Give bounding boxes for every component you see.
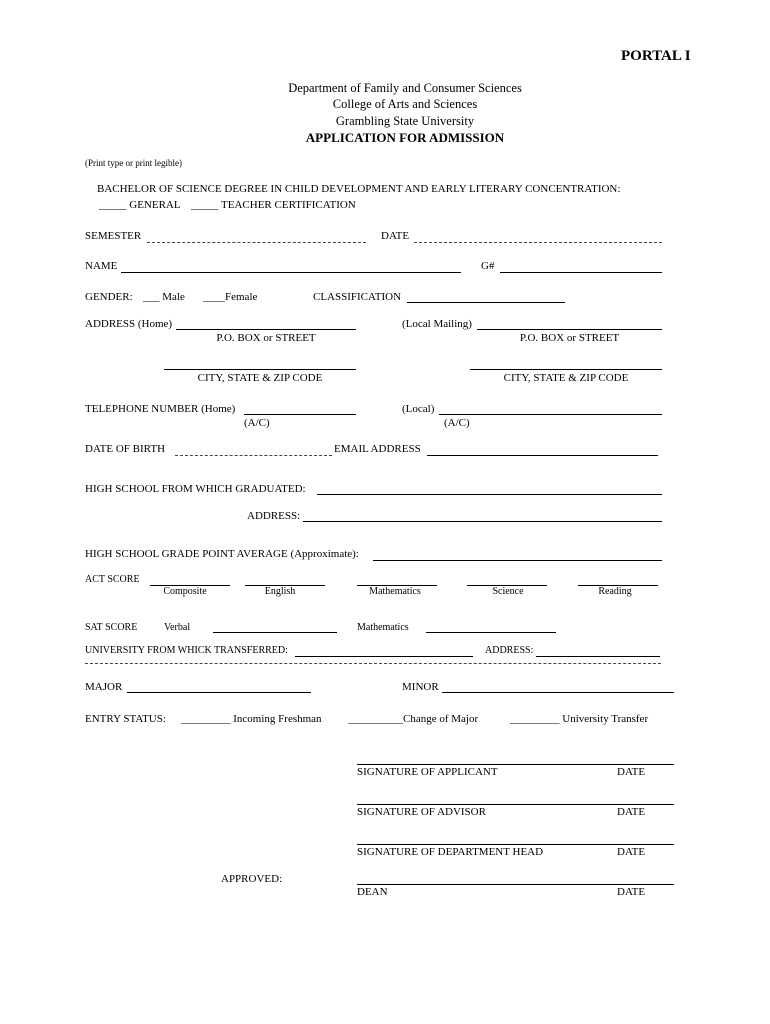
name-field[interactable]: [121, 272, 461, 273]
classification-field[interactable]: [407, 302, 565, 303]
incoming-freshman-option[interactable]: _________ Incoming Freshman: [181, 713, 322, 725]
department-name: Department of Family and Consumer Sciences: [288, 81, 522, 95]
hs-gpa-field[interactable]: [373, 560, 662, 561]
sat-mathematics-label: Mathematics: [357, 622, 409, 633]
approved-label: APPROVED:: [221, 873, 283, 885]
section-divider: [85, 663, 661, 664]
city-local-label: CITY, STATE & ZIP CODE: [503, 372, 629, 384]
advisor-signature-line[interactable]: [357, 804, 674, 805]
city-home-field[interactable]: [164, 369, 356, 370]
city-home-label: CITY, STATE & ZIP CODE: [197, 372, 323, 384]
telephone-local-label: (Local): [402, 403, 435, 415]
university-transfer-option[interactable]: _________ University Transfer: [510, 713, 649, 725]
minor-label: MINOR: [402, 681, 439, 693]
high-school-label: HIGH SCHOOL FROM WHICH GRADUATED:: [85, 483, 306, 495]
applicant-signature-label: SIGNATURE OF APPLICANT: [357, 766, 498, 778]
act-english-label: English: [264, 586, 296, 597]
act-mathematics-label: Mathematics: [369, 586, 421, 597]
dept-head-signature-line[interactable]: [357, 844, 674, 845]
dob-field[interactable]: [175, 455, 332, 456]
entry-status-label: ENTRY STATUS:: [85, 713, 166, 725]
degree-heading: BACHELOR OF SCIENCE DEGREE IN CHILD DEVELOPMENT AND EARLY LITERARY CONCENTRATION:: [97, 183, 621, 195]
ac-local-label: (A/C): [444, 417, 470, 429]
dept-head-date-label: DATE: [617, 846, 646, 858]
name-label: NAME: [85, 260, 118, 272]
dean-date-label: DATE: [617, 886, 646, 898]
applicant-signature-line[interactable]: [357, 764, 674, 765]
transfer-university-label: UNIVERSITY FROM WHICK TRANSFERRED:: [85, 645, 288, 656]
change-of-major-option[interactable]: __________Change of Major: [348, 713, 479, 725]
high-school-field[interactable]: [317, 494, 662, 495]
advisor-date-label: DATE: [617, 806, 646, 818]
gnum-field[interactable]: [500, 272, 662, 273]
local-mailing-field[interactable]: [477, 329, 662, 330]
form-title: APPLICATION FOR ADMISSION: [305, 130, 505, 145]
date-field[interactable]: [414, 242, 662, 243]
semester-label: SEMESTER: [85, 230, 142, 242]
classification-label: CLASSIFICATION: [313, 291, 402, 303]
sat-score-label: SAT SCORE: [85, 622, 138, 633]
general-option[interactable]: _____ GENERAL: [99, 199, 181, 211]
city-local-field[interactable]: [470, 369, 662, 370]
act-score-label: ACT SCORE: [85, 574, 140, 585]
university-name: Grambling State University: [335, 114, 475, 128]
dob-label: DATE OF BIRTH: [85, 443, 166, 455]
minor-field[interactable]: [442, 692, 674, 693]
print-note: (Print type or print legible): [85, 158, 182, 168]
date-label: DATE: [381, 230, 410, 242]
address-home-label: ADDRESS (Home): [85, 318, 173, 330]
sat-mathematics-field[interactable]: [426, 632, 556, 633]
applicant-date-label: DATE: [617, 766, 646, 778]
major-label: MAJOR: [85, 681, 123, 693]
telephone-home-label: TELEPHONE NUMBER (Home): [85, 403, 236, 415]
po-box-local-label: P.O. BOX or STREET: [519, 332, 620, 344]
advisor-signature-label: SIGNATURE OF ADVISOR: [357, 806, 486, 818]
address-home-field[interactable]: [176, 329, 356, 330]
college-name: College of Arts and Sciences: [332, 97, 478, 111]
telephone-local-field[interactable]: [439, 414, 662, 415]
male-option[interactable]: ___ Male: [143, 291, 185, 303]
sat-verbal-field[interactable]: [213, 632, 337, 633]
telephone-home-field[interactable]: [244, 414, 356, 415]
local-mailing-label: (Local Mailing): [402, 318, 472, 330]
hs-gpa-label: HIGH SCHOOL GRADE POINT AVERAGE (Approximate):: [85, 548, 359, 560]
dept-head-signature-label: SIGNATURE OF DEPARTMENT HEAD: [357, 846, 544, 858]
sat-verbal-label: Verbal: [164, 622, 191, 633]
major-field[interactable]: [127, 692, 311, 693]
dean-signature-label: DEAN: [357, 886, 388, 898]
act-reading-label: Reading: [598, 586, 632, 597]
transfer-university-field[interactable]: [295, 656, 473, 657]
transfer-address-field[interactable]: [536, 656, 660, 657]
act-science-label: Science: [492, 586, 524, 597]
gender-label: GENDER:: [85, 291, 133, 303]
act-composite-label: Composite: [163, 586, 207, 597]
semester-field[interactable]: [147, 242, 366, 243]
high-school-address-field[interactable]: [303, 521, 662, 522]
email-field[interactable]: [427, 455, 658, 456]
ac-home-label: (A/C): [244, 417, 270, 429]
email-label: EMAIL ADDRESS: [334, 443, 421, 455]
dean-signature-line[interactable]: [357, 884, 674, 885]
portal-label: PORTAL I: [621, 48, 691, 64]
teacher-certification-option[interactable]: _____ TEACHER CERTIFICATION: [191, 199, 356, 211]
gnum-label: G#: [481, 260, 495, 272]
high-school-address-label: ADDRESS:: [247, 510, 301, 522]
female-option[interactable]: ____Female: [203, 291, 258, 303]
transfer-address-label: ADDRESS:: [485, 645, 534, 656]
po-box-home-label: P.O. BOX or STREET: [216, 332, 316, 344]
